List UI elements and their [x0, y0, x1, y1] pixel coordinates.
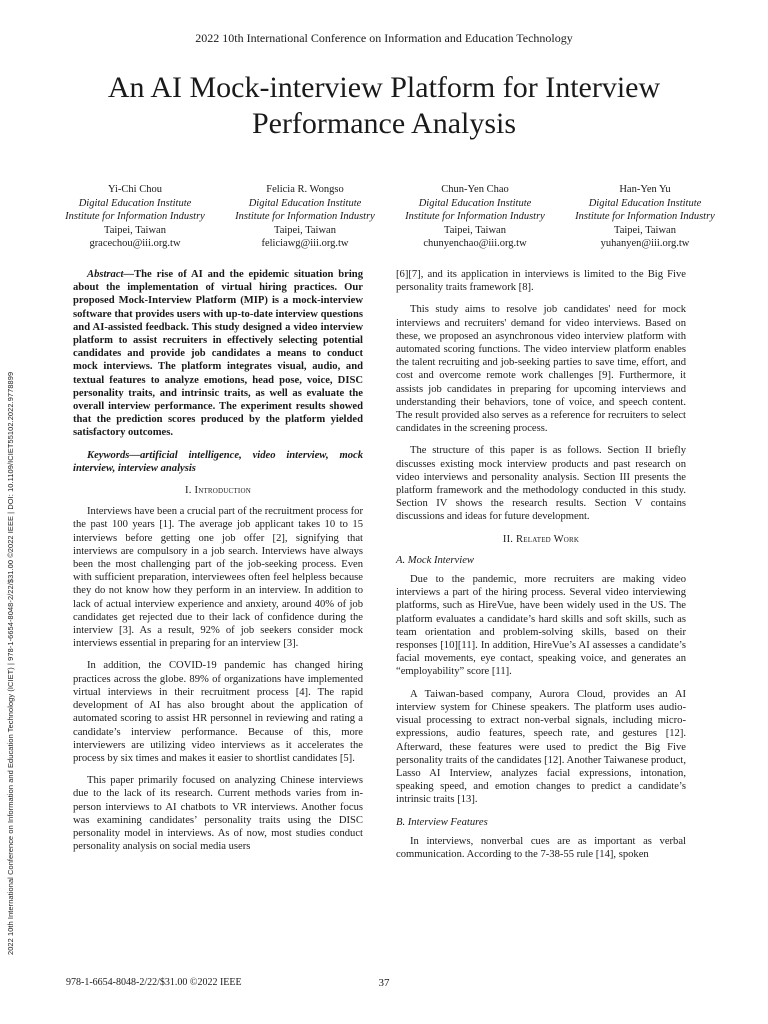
- subsection-title: Interview Features: [407, 816, 488, 828]
- page-number: 37: [378, 977, 390, 989]
- abstract-lead: Abstract—: [87, 269, 135, 280]
- left-column: [73, 268, 363, 862]
- author-city: Taipei, Taiwan: [274, 224, 336, 236]
- author-2: [220, 183, 390, 251]
- author-email[interactable]: feliciawg@iii.org.tw: [261, 238, 349, 250]
- abstract: [73, 268, 363, 440]
- author-city: Taipei, Taiwan: [104, 224, 166, 236]
- doi-side-strip: 2022 10th International Conference on Information and Education Technology (ICIET) | 978-1-6654-8048-2/22/$31.00 ©2022 IEEE | DOI: 10.1109/ICIET55102.2022.9778899: [6, 371, 15, 955]
- subsection-label: A.: [396, 554, 406, 566]
- paragraph: Due to the pandemic, more recruiters are making video interviews a part of the hiring process. Several video interviewing platforms, such as HireVue, have been widely used in the US. The platform evaluates a candidate’s hard skills and soft skills, such as team orientation and problem-solving skills, based on their responses [10][11]. In addition, HireVue’s AI assesses a candidate’s facial movements, eye contact, speaking voice, and generates an “employability” score [11].: [396, 574, 686, 678]
- keywords-lead: Keywords—: [87, 449, 140, 461]
- author-name: Han-Yen Yu: [619, 184, 671, 195]
- author-city: Taipei, Taiwan: [444, 224, 506, 236]
- author-city: Taipei, Taiwan: [614, 224, 676, 236]
- section-title: Introduction: [194, 485, 251, 497]
- author-block: [50, 183, 730, 251]
- author-dept: Digital Education Institute: [588, 197, 702, 209]
- paragraph: Interviews have been a crucial part of the recruitment process for the past 100 years [1]. The average job applicant takes 10 to 15 interviews before getting one job offer [2], signifying that interviews are compulsory in a job search. Interviews have always been the most challenging part of the job-seeking process. Even with sufficient preparation, interviewees often feel helpless because they do not know how they perform in an interview. In addition to lack of actual interview experience and anxiety, around 40% of job candidates get rejected due to their lack of confidence during the interview [3]. As a result, 92% of job seekers consider mock interviews essential in preparing for an interview [3].: [73, 506, 363, 650]
- section-title: Related Work: [516, 533, 580, 545]
- subsection-heading-mock-interview: [396, 554, 686, 567]
- paragraph: The structure of this paper is as follows. Section II briefly discusses existing mock interview products and past research on video interviews and personality analysis. Section III presents the platform framework and the methodology conducted in this study. Section IV shows the research results. Section V contains discussions and ideas for future development.: [396, 445, 686, 523]
- author-3: [390, 183, 560, 251]
- paper-title: An AI Mock-interview Platform for Interview Performance Analysis: [107, 71, 661, 140]
- paragraph: A Taiwan-based company, Aurora Cloud, provides an AI interview system for Chinese speakers. The platform uses audio-visual processing to extract non-verbal signals, including micro-expressions, audio features, speech rate, and gestures [12]. Afterward, these features were used to predict the Big Five personality traits of the candidates [12]. Another Taiwanese product, Lasso AI Interview, analyzes facial expressions, intonation, speaking speed, and emotion changes to predict a candidate’s intrinsic traits [13].: [396, 688, 686, 806]
- keywords-text: artificial intelligence, video interview, mock interview, interview analysis: [73, 449, 363, 474]
- footer-isbn: 978-1-6654-8048-2/22/$31.00 ©2022 IEEE: [66, 977, 242, 988]
- right-column: [396, 268, 686, 870]
- author-dept: Digital Education Institute: [248, 197, 362, 209]
- author-1: [50, 183, 220, 251]
- author-4: [560, 183, 730, 251]
- subsection-label: B.: [396, 816, 406, 828]
- author-email[interactable]: yuhanyen@iii.org.tw: [600, 238, 690, 250]
- paragraph: This paper primarily focused on analyzing Chinese interviews due to the lack of its research. Current methods varies from in-person interviews to AI chatbots to VR interviews. Another focus was examining candidates’ personality traits using the DISC personality model in interviews. As of now, most studies conduct personality analysis on social media users: [73, 775, 363, 853]
- author-name: Chun-Yen Chao: [441, 184, 509, 195]
- paragraph: This study aims to resolve job candidates' need for mock interviews and recruiters' demand for video interviews. Based on these, we proposed an asynchronous video interview platform with automated scoring functions. The video interview platform enables the talent recruiting and job-seeking parties to save time, effort, and cost and overcome remote work challenges [9]. Furthermore, it assists job candidates in preparing for upcoming interviews and understanding their behaviors, tone of voice, and speech content. The result provided also serves as a reference for recruiters to select candidates in the screening process.: [396, 304, 686, 435]
- author-email[interactable]: gracechou@iii.org.tw: [89, 238, 181, 250]
- author-dept: Digital Education Institute: [418, 197, 532, 209]
- author-inst: Institute for Information Industry: [235, 211, 375, 223]
- author-email[interactable]: chunyenchao@iii.org.tw: [423, 238, 527, 250]
- abstract-text: The rise of AI and the epidemic situation bring about the implementation of virtual hiring practices. Our proposed Mock-Interview Platform (MIP) is a mock-interview software that provides users with up-to-date interview questions and AI-assisted feedback. This study designed a video interview platform to assist recruiters in effectively selecting potential candidates and provide job candidates a means to conduct mock interviews. The platform integrates visual, audio, and textual features to analyze emotions, head pose, voice, DISC personality traits, and intrinsic traits, as well as evaluate the overall interview performance. The experiment results showed that the prediction scores produced by the platform yielded satisfactory outcomes.: [73, 269, 363, 439]
- paragraph-continued: [6][7], and its application in interviews is limited to the Big Five personality traits framework [8].: [396, 269, 686, 294]
- section-number: I.: [185, 485, 192, 497]
- section-number: II.: [502, 533, 514, 545]
- keywords: [73, 449, 363, 475]
- subsection-title: Mock Interview: [407, 554, 474, 566]
- section-heading-introduction: [73, 484, 363, 497]
- author-name: Felicia R. Wongso: [266, 184, 344, 195]
- paragraph: In interviews, nonverbal cues are as important as verbal communication. According to the 7-38-55 rule [14], spoken: [396, 835, 686, 860]
- author-inst: Institute for Information Industry: [65, 211, 205, 223]
- section-heading-related-work: [396, 533, 686, 546]
- author-inst: Institute for Information Industry: [575, 211, 715, 223]
- author-name: Yi-Chi Chou: [108, 184, 162, 195]
- conference-header: 2022 10th International Conference on Information and Education Technology: [195, 31, 573, 45]
- subsection-heading-interview-features: [396, 816, 686, 829]
- author-inst: Institute for Information Industry: [405, 211, 545, 223]
- author-dept: Digital Education Institute: [78, 197, 192, 209]
- paragraph: In addition, the COVID-19 pandemic has changed hiring practices across the globe. 89% of organizations have implemented virtual interviews in their recruitment process [4]. The rapid development of AI has also brought about the application of automated scoring to assist HR personnel in reviewing and rating a candidate’s interview performance. Because of this, more interviewers are utilizing video interviews as it accelerates the process by six times and makes it easier to shortlist candidates [5].: [73, 660, 363, 764]
